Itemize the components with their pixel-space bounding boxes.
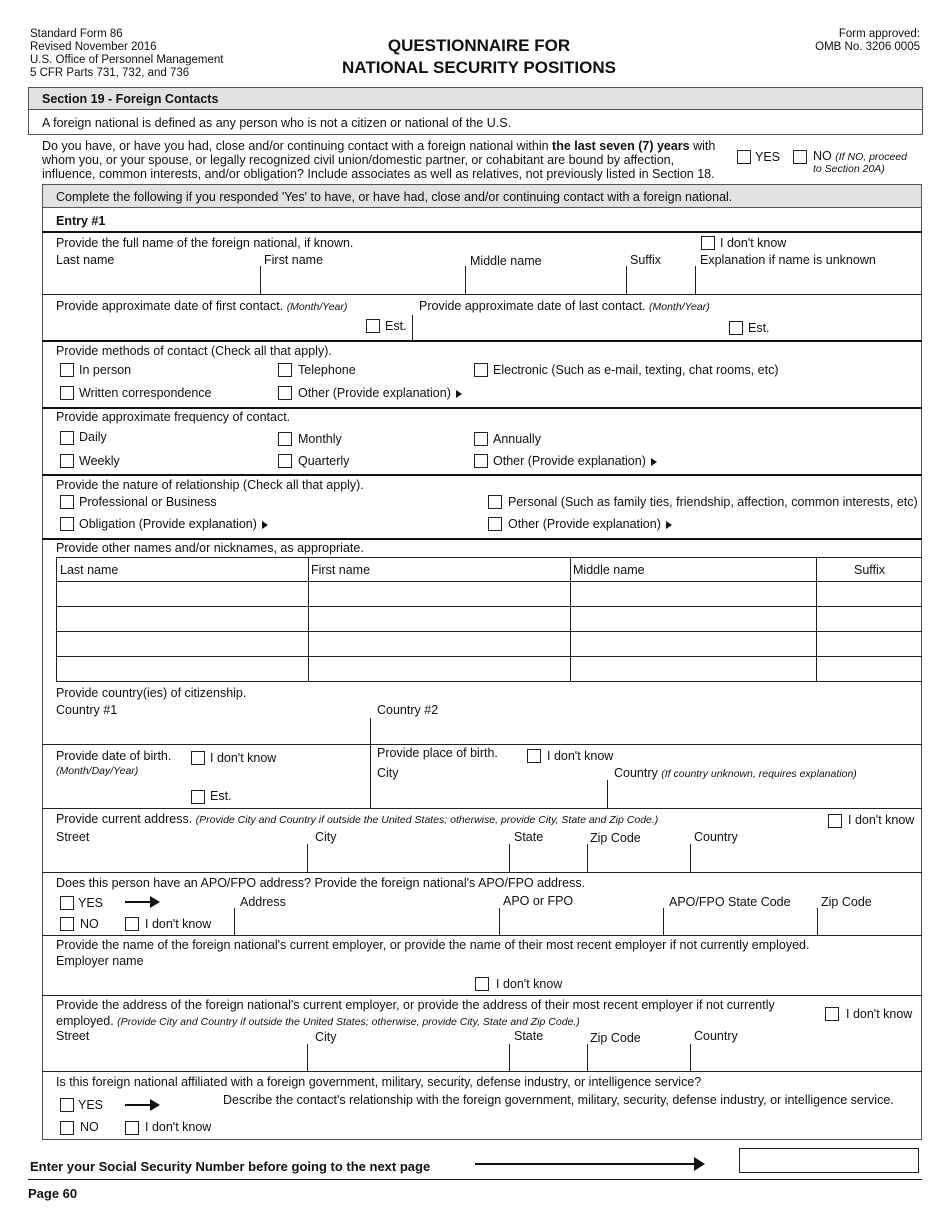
section-header — [28, 87, 923, 110]
name-prompt: Provide the full name of the foreign national, if known. — [56, 236, 354, 250]
name-explanation-input[interactable] — [698, 270, 918, 292]
frequency-other-label: Other (Provide explanation) — [493, 454, 657, 469]
employer-dont-know-checkbox[interactable] — [475, 977, 489, 991]
employer-address-prompt-cont: employed. (Provide City and Country if outside the United States; otherwise, provide City, State and Zip Code.) — [56, 1014, 580, 1028]
no-note: to Section 20A) — [813, 163, 885, 175]
apo-address-input[interactable] — [238, 911, 496, 933]
zip-input[interactable] — [590, 847, 688, 869]
last-name-input[interactable] — [56, 270, 256, 292]
form-title-line1: QUESTIONNAIRE FOR — [387, 36, 571, 55]
arrow-right-icon — [150, 896, 160, 908]
frequency-other-checkbox[interactable] — [474, 454, 488, 468]
affiliation-prompt: Is this foreign national affiliated with a foreign government, military, security, defense industry, or intelligence service? — [56, 1075, 702, 1089]
instructions-text: Complete the following if you responded 'Yes' to have, or have had, close and/or continuing contact with a foreign national. — [56, 190, 733, 204]
triangle-right-icon — [651, 458, 657, 466]
relationship-personal-label: Personal (Such as family ties, friendship, affection, common interests, etc) — [508, 495, 918, 509]
arrow-right-icon — [150, 1099, 160, 1111]
triangle-right-icon — [666, 521, 672, 529]
other-names-header-first: First name — [311, 563, 371, 577]
relationship-personal-checkbox[interactable] — [488, 495, 502, 509]
dob-est-label: Est. — [210, 789, 232, 803]
method-telephone-checkbox[interactable] — [278, 363, 292, 377]
dob-dont-know-checkbox[interactable] — [191, 751, 205, 765]
country2-label: Country #2 — [377, 703, 439, 717]
entry-title: Entry #1 — [56, 214, 106, 228]
employer-country-input[interactable] — [694, 1047, 918, 1069]
employer-dont-know-label: I don't know — [496, 977, 563, 991]
foreign-national-definition: A foreign national is defined as any person who is not a citizen or national of the U.S. — [42, 116, 512, 130]
apo-no-label: NO — [80, 917, 99, 931]
frequency-weekly-label: Weekly — [79, 454, 120, 468]
last-contact-est-label: Est. — [748, 321, 770, 335]
apo-state-code-input[interactable] — [666, 911, 814, 933]
dob-est-checkbox[interactable] — [191, 790, 205, 804]
other-first-name-input[interactable] — [310, 658, 568, 679]
other-suffix-input[interactable] — [818, 658, 920, 679]
place-of-birth-prompt: Provide place of birth. — [377, 746, 498, 760]
frequency-monthly-label: Monthly — [298, 432, 342, 446]
country-input[interactable] — [694, 847, 918, 869]
other-suffix-input[interactable] — [818, 583, 920, 604]
dob-dont-know-label: I don't know — [210, 751, 277, 765]
frequency-daily-label: Daily — [79, 430, 107, 444]
zip-label: Zip Code — [590, 831, 641, 845]
apo-dont-know-checkbox[interactable] — [125, 917, 139, 931]
pob-dont-know-checkbox[interactable] — [527, 749, 541, 763]
employer-street-label: Street — [56, 1029, 90, 1043]
other-names-header-suffix: Suffix — [854, 563, 886, 577]
method-telephone-label: Telephone — [298, 363, 356, 377]
employer-address-prompt: Provide the address of the foreign national's current employer, or provide the address of their most recent employer if not currently — [56, 998, 775, 1012]
dob-format: (Month/Day/Year) — [56, 765, 139, 777]
pob-city-input[interactable] — [375, 784, 603, 806]
last-contact-prompt: Provide approximate date of last contact. (Month/Year) — [419, 299, 710, 313]
method-written-label: Written correspondence — [79, 386, 212, 400]
other-first-name-input[interactable] — [310, 633, 568, 654]
other-last-name-input[interactable] — [58, 633, 306, 654]
street-input[interactable] — [56, 847, 304, 869]
first-name-label: First name — [264, 253, 324, 267]
employer-prompt: Provide the name of the foreign national's current employer, or provide the name of their most recent employer if not currently employed. — [56, 938, 810, 952]
address-dont-know-checkbox[interactable] — [828, 814, 842, 828]
apo-zip-input[interactable] — [820, 911, 918, 933]
country-label: Country — [694, 830, 738, 844]
other-names-header-middle: Middle name — [573, 563, 645, 577]
last-contact-date-input[interactable] — [416, 316, 716, 338]
employer-city-label: City — [315, 1030, 337, 1044]
question-line2: whom you, or your spouse, or legally recognized civil union/domestic partner, or cohabitant are bound by affection, — [42, 153, 675, 167]
street-label: Street — [56, 830, 90, 844]
employer-zip-label: Zip Code — [590, 1031, 641, 1045]
form-cfr: 5 CFR Parts 731, 732, and 736 — [30, 67, 190, 79]
other-names-header-last: Last name — [60, 563, 119, 577]
state-label: State — [514, 830, 544, 844]
suffix-input[interactable] — [629, 270, 691, 292]
employer-country-label: Country — [694, 1029, 738, 1043]
affiliation-no-label: NO — [80, 1120, 99, 1134]
no-label: NO (If NO, proceed — [813, 149, 908, 163]
apo-yes-checkbox[interactable] — [60, 896, 74, 910]
middle-name-label: Middle name — [470, 254, 542, 268]
other-middle-name-input[interactable] — [572, 583, 814, 604]
employer-zip-input[interactable] — [590, 1047, 688, 1069]
method-in-person-label: In person — [79, 363, 132, 377]
affiliation-no-checkbox[interactable] — [60, 1121, 74, 1135]
affiliation-dont-know-checkbox[interactable] — [125, 1121, 139, 1135]
address-dont-know-label: I don't know — [848, 813, 915, 827]
country1-input[interactable] — [56, 720, 364, 742]
middle-name-input[interactable] — [468, 270, 623, 292]
other-middle-name-input[interactable] — [572, 608, 814, 629]
page-number: Page 60 — [28, 1186, 78, 1201]
method-written-checkbox[interactable] — [60, 386, 74, 400]
method-electronic-checkbox[interactable] — [474, 363, 488, 377]
method-in-person-checkbox[interactable] — [60, 363, 74, 377]
arrow-line — [125, 901, 153, 903]
frequency-weekly-checkbox[interactable] — [60, 454, 74, 468]
apo-prompt: Does this person have an APO/FPO address? Provide the foreign national's APO/FPO address. — [56, 876, 586, 890]
employer-name-input[interactable] — [56, 972, 466, 994]
apo-fpo-input[interactable] — [502, 911, 660, 933]
other-first-name-input[interactable] — [310, 608, 568, 629]
affiliation-describe-input[interactable] — [220, 1110, 916, 1136]
arrow-right-icon — [694, 1157, 705, 1171]
citizenship-prompt: Provide country(ies) of citizenship. — [56, 686, 247, 700]
last-contact-est-checkbox[interactable] — [729, 321, 743, 335]
city-input[interactable] — [311, 847, 507, 869]
last-name-label: Last name — [56, 253, 115, 267]
method-electronic-label: Electronic (Such as e-mail, texting, chat rooms, etc) — [493, 363, 779, 377]
employer-address-dont-know-label: I don't know — [846, 1007, 913, 1021]
affiliation-dont-know-label: I don't know — [145, 1120, 212, 1134]
relationship-other-checkbox[interactable] — [488, 517, 502, 531]
first-contact-prompt: Provide approximate date of first contact. (Month/Year) — [56, 299, 348, 313]
employer-address-dont-know-checkbox[interactable] — [825, 1007, 839, 1021]
suffix-label: Suffix — [630, 253, 662, 267]
affiliation-yes-label: YES — [78, 1098, 104, 1112]
address-prompt: Provide current address. (Provide City and Country if outside the United States; otherwise, provide City, State and Zip Code.) — [56, 812, 659, 826]
form-number: Standard Form 86 — [30, 28, 123, 40]
apo-yes-label: YES — [78, 896, 104, 910]
apo-no-checkbox[interactable] — [60, 917, 74, 931]
relationship-professional-checkbox[interactable] — [60, 495, 74, 509]
form-title-line2: NATIONAL SECURITY POSITIONS — [342, 58, 616, 77]
pob-country-input[interactable] — [612, 784, 917, 806]
employer-street-input[interactable] — [56, 1047, 304, 1069]
other-suffix-input[interactable] — [818, 633, 920, 654]
apo-state-code-label: APO/FPO State Code — [669, 895, 791, 909]
method-other-label: Other (Provide explanation) — [298, 386, 462, 401]
first-name-input[interactable] — [263, 270, 463, 292]
other-last-name-input[interactable] — [58, 608, 306, 629]
ssn-input[interactable] — [739, 1148, 919, 1173]
instructions-bar — [42, 184, 922, 208]
city-label: City — [315, 830, 337, 844]
other-last-name-input[interactable] — [58, 583, 306, 604]
section-title: Section 19 - Foreign Contacts — [42, 92, 219, 106]
country1-label: Country #1 — [56, 703, 118, 717]
frequency-prompt: Provide approximate frequency of contact. — [56, 410, 291, 424]
first-contact-est-label: Est. — [385, 319, 407, 333]
form-approved: Form approved: — [838, 28, 920, 40]
omb-number: OMB No. 3206 0005 — [815, 41, 920, 53]
name-explanation-label: Explanation if name is unknown — [700, 253, 876, 267]
pob-dont-know-label: I don't know — [547, 749, 614, 763]
apo-fpo-label: APO or FPO — [503, 894, 574, 908]
frequency-daily-checkbox[interactable] — [60, 431, 74, 445]
employer-state-label: State — [514, 1029, 544, 1043]
foreign-contact-no-checkbox[interactable] — [793, 150, 807, 164]
method-other-checkbox[interactable] — [278, 386, 292, 400]
dob-prompt: Provide date of birth. — [56, 749, 172, 763]
form-agency: U.S. Office of Personnel Management — [30, 54, 224, 66]
foreign-contact-yes-checkbox[interactable] — [737, 150, 751, 164]
triangle-right-icon — [456, 390, 462, 398]
other-middle-name-input[interactable] — [572, 633, 814, 654]
arrow-line — [475, 1163, 697, 1165]
apo-address-label: Address — [240, 895, 286, 909]
pob-country-label: Country (If country unknown, requires explanation) — [614, 766, 857, 780]
name-dont-know-checkbox[interactable] — [701, 236, 715, 250]
form-revision: Revised November 2016 — [30, 41, 157, 53]
definition-box — [28, 109, 923, 135]
ssn-prompt: Enter your Social Security Number before going to the next page — [30, 1159, 431, 1174]
frequency-monthly-checkbox[interactable] — [278, 432, 292, 446]
arrow-line — [125, 1104, 153, 1106]
pob-city-label: City — [377, 766, 399, 780]
other-names-prompt: Provide other names and/or nicknames, as appropriate. — [56, 541, 364, 555]
affiliation-yes-checkbox[interactable] — [60, 1098, 74, 1112]
apo-dont-know-label: I don't know — [145, 917, 212, 931]
employer-city-input[interactable] — [311, 1047, 507, 1069]
frequency-quarterly-checkbox[interactable] — [278, 454, 292, 468]
yes-label: YES — [755, 150, 781, 164]
state-input[interactable] — [512, 847, 586, 869]
relationship-professional-label: Professional or Business — [79, 495, 217, 509]
first-contact-est-checkbox[interactable] — [366, 319, 380, 333]
other-middle-name-input[interactable] — [572, 658, 814, 679]
methods-prompt: Provide methods of contact (Check all that apply). — [56, 344, 332, 358]
other-last-name-input[interactable] — [58, 658, 306, 679]
name-dont-know-label: I don't know — [720, 236, 787, 250]
frequency-annually-checkbox[interactable] — [474, 432, 488, 446]
question-line1: Do you have, or have you had, close and/or continuing contact with a foreign national within the last seven (7) years with — [42, 139, 716, 153]
relationship-prompt: Provide the nature of relationship (Check all that apply). — [56, 478, 364, 492]
relationship-obligation-checkbox[interactable] — [60, 517, 74, 531]
other-first-name-input[interactable] — [310, 583, 568, 604]
employer-name-label: Employer name — [56, 954, 144, 968]
first-contact-date-input[interactable] — [56, 316, 356, 338]
question-line3: influence, common interests, and/or obligation? Include associates as well as relatives, not previously listed in Section 18. — [42, 167, 715, 181]
triangle-right-icon — [262, 521, 268, 529]
other-suffix-input[interactable] — [818, 608, 920, 629]
employer-state-input[interactable] — [512, 1047, 586, 1069]
relationship-obligation-label: Obligation (Provide explanation) — [79, 517, 268, 532]
frequency-quarterly-label: Quarterly — [298, 454, 350, 468]
country2-input[interactable] — [375, 720, 915, 742]
affiliation-describe-label: Describe the contact's relationship with the foreign government, military, security, defense industry, or intelligence service. — [223, 1093, 894, 1107]
frequency-annually-label: Annually — [493, 432, 541, 446]
relationship-other-label: Other (Provide explanation) — [508, 517, 672, 532]
dob-input[interactable] — [56, 782, 186, 804]
apo-zip-label: Zip Code — [821, 895, 872, 909]
